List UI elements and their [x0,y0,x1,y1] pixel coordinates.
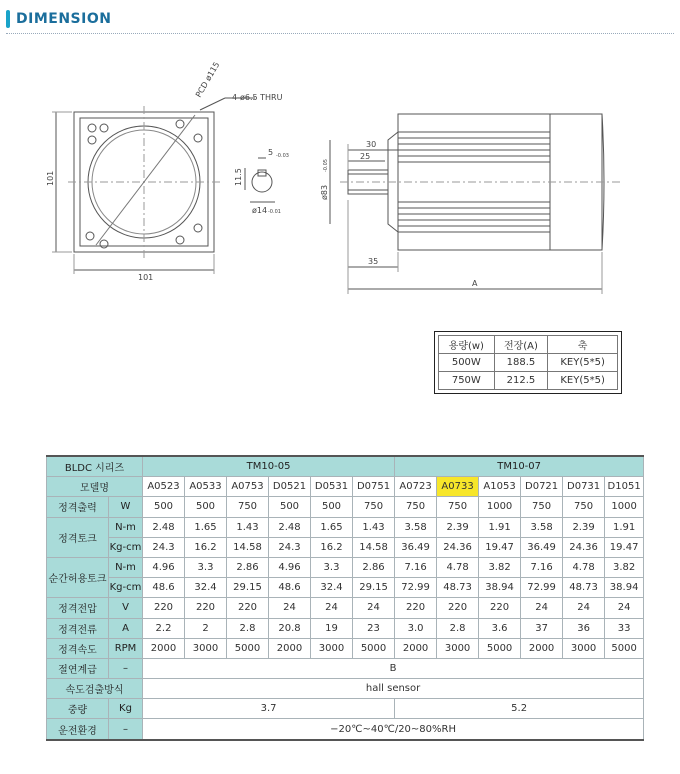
l25-label: 25 [360,152,371,161]
dimension-drawing [0,40,680,300]
group-tm10-05: TM10-05 [143,456,395,477]
height-label: 101 [46,170,55,186]
side-view [340,114,620,250]
rated-voltage-row: 정격전압 V 220 220 220 24 24 24 220 220 220 24 24 24 [47,598,644,618]
l30-label: 30 [366,140,377,149]
cap-header-capacity: 용량(w) [439,336,495,354]
key-height-label: 11.5 [234,168,243,186]
shaft-end [252,172,272,192]
group-tm10-07: TM10-07 [395,456,644,477]
environment-row: 운전환경 – −20℃~40℃/20~80%RH [47,719,644,740]
key-width-label: 5 [268,148,274,157]
rated-speed-row: 정격속도 RPM 2000 3000 5000 2000 3000 5000 2000 3000 5000 2000 3000 5000 [47,638,644,658]
capacity-table: 용량(w) 전장(A) 축 500W 188.5 KEY(5*5) 750W 212.5 KEY(5*5) [434,331,622,394]
speed-detection-row: 속도검출방식 hall sensor [47,679,644,699]
shaft-dia-label: ø14 [252,206,268,215]
rated-current-row: 정격전류 A 2.2 2 2.8 20.8 19 23 3.0 2.8 3.6 37 36 33 [47,618,644,638]
rated-torque-kg-row: Kg-cm 24.3 16.2 14.58 24.3 16.2 14.58 36.49 24.36 19.47 36.49 24.36 19.47 [47,537,644,557]
divider [6,33,674,34]
la-label: A [472,279,478,288]
section-header [6,8,111,30]
models-row: 모델명 A0523 A0533 A0753 D0521 D0531 D0751 A0723 A0733 A1053 D0721 D0731 D1051 [47,477,644,497]
body-dia-label: ø83 [320,184,329,200]
pcd-label: PCD ø115 [193,60,222,99]
rated-torque-nm-row: 정격토크 N-m 2.48 1.65 1.43 2.48 1.65 1.43 3.58 2.39 1.91 3.58 2.39 1.91 [47,517,644,537]
width-label: 101 [138,273,154,282]
rated-output-row: 정격출력 W 500 500 750 500 500 750 750 750 1000 750 750 1000 [47,497,644,517]
series-label: BLDC 시리즈 [47,456,143,477]
insulation-row: 절연계급 – B [47,658,644,678]
cap-header-length: 전장(A) [494,336,548,354]
svg-text:-0.01: -0.01 [268,209,281,215]
holes-label: 4-ø6.5 THRU [232,93,283,102]
weight-row: 중량 Kg 3.7 5.2 [47,699,644,719]
svg-text:-0.03: -0.03 [276,153,289,159]
highlighted-model: A0733 [437,477,479,497]
spec-table [46,455,644,741]
peak-torque-kg-row: Kg-cm 48.6 32.4 29.15 48.6 32.4 29.15 72.99 48.73 38.94 72.99 48.73 38.94 [47,578,644,598]
peak-torque-nm-row: 순간허용토크 N-m 4.96 3.3 2.86 4.96 3.3 2.86 7.16 4.78 3.82 7.16 4.78 3.82 [47,557,644,577]
cap-header-shaft: 축 [548,336,618,354]
l35-label: 35 [368,257,379,266]
header-bar-icon [6,10,10,28]
svg-text:-0.05: -0.05 [323,159,329,172]
section-title: DIMENSION [16,11,112,27]
